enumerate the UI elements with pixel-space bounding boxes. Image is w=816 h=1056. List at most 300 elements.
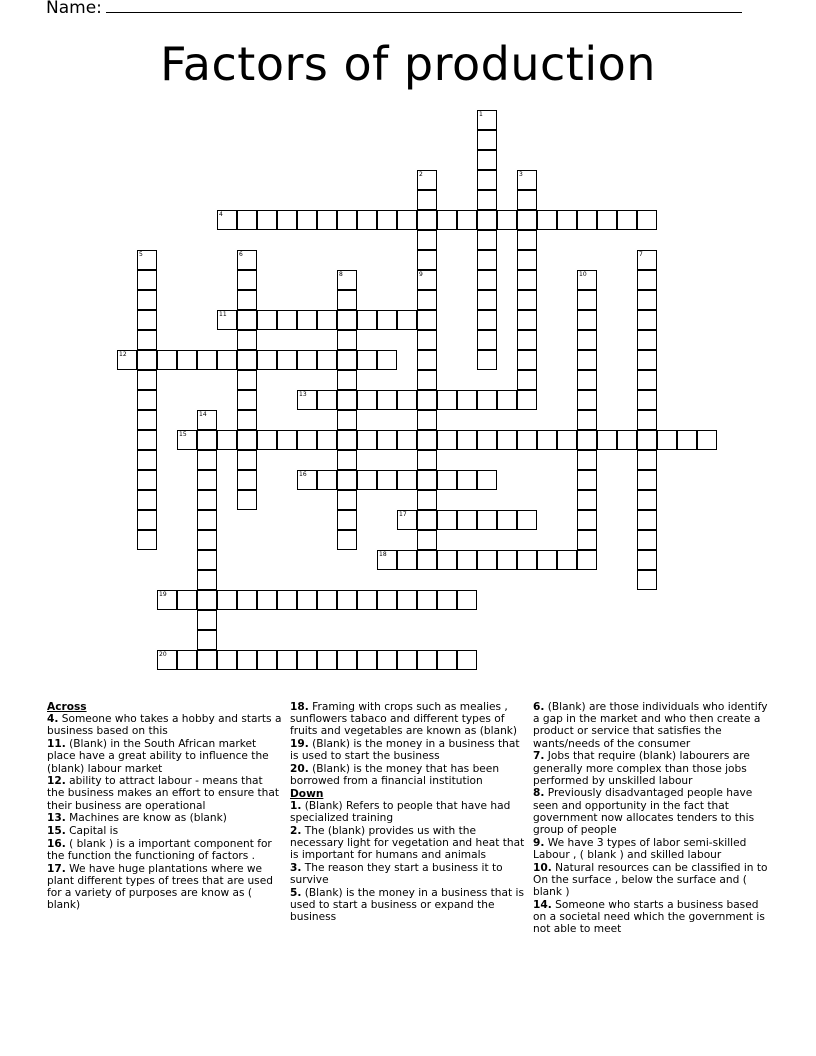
down-clue-9: 9. We have 3 types of labor semi-skilled Labour , ( blank ) and skilled labour: [533, 836, 747, 861]
grid-cell[interactable]: [237, 370, 257, 390]
cell-number: 3: [519, 171, 523, 178]
grid-cell[interactable]: [277, 310, 297, 330]
grid-cell[interactable]: [197, 350, 217, 370]
grid-cell[interactable]: [477, 430, 497, 450]
grid-cell[interactable]: [577, 350, 597, 370]
grid-cell[interactable]: [337, 410, 357, 430]
grid-cell[interactable]: [317, 350, 337, 370]
cell-number: 17: [399, 511, 407, 518]
grid-cell[interactable]: [377, 310, 397, 330]
cell-number: 4: [219, 211, 223, 218]
grid-cell[interactable]: [437, 210, 457, 230]
down-clue-2: 2. The (blank) provides us with the necessary light for vegetation and heat that is important for humans and animals: [290, 825, 525, 862]
grid-cell[interactable]: [457, 210, 477, 230]
cell-number: 16: [299, 471, 307, 478]
grid-cell[interactable]: [497, 210, 517, 230]
grid-cell[interactable]: [637, 210, 657, 230]
grid-cell[interactable]: [417, 510, 437, 530]
grid-cell[interactable]: [417, 250, 437, 270]
grid-cell[interactable]: [637, 470, 657, 490]
cell-number: 6: [239, 251, 243, 258]
grid-cell[interactable]: [417, 170, 437, 190]
down-clue-10: 10. Natural resources can be classified in to On the surface , below the surface and ( blank ): [533, 861, 768, 899]
grid-cell[interactable]: [277, 350, 297, 370]
cell-number: 13: [299, 391, 307, 398]
grid-cell[interactable]: [137, 350, 157, 370]
grid-cell[interactable]: [157, 650, 177, 670]
grid-cell[interactable]: [497, 510, 517, 530]
grid-cell[interactable]: [437, 430, 457, 450]
down-heading: Down: [290, 787, 324, 800]
grid-cell[interactable]: [217, 650, 237, 670]
grid-cell[interactable]: [297, 470, 317, 490]
grid-cell[interactable]: [417, 410, 437, 430]
across-clue-11: 11. (Blank) in the South African market place have a great ability to influence the (blank) labour market: [47, 738, 269, 775]
grid-cell[interactable]: [357, 470, 377, 490]
down-clue-5: 5. (Blank) is the money in a business that is used to start a business or expand the business: [290, 887, 524, 924]
grid-cell[interactable]: [377, 210, 397, 230]
grid-cell[interactable]: [217, 430, 237, 450]
grid-cell[interactable]: [317, 650, 337, 670]
grid-cell[interactable]: [417, 490, 437, 510]
grid-cell[interactable]: [237, 490, 257, 510]
cell-number: 19: [159, 591, 167, 598]
across-clue-17: 17. We have huge plantations where we plant different types of trees that are used for a variety of purposes are know as ( blank): [47, 862, 273, 912]
grid-cell[interactable]: [237, 250, 257, 270]
grid-cell[interactable]: [517, 310, 537, 330]
grid-cell[interactable]: [297, 350, 317, 370]
grid-cell[interactable]: [117, 350, 137, 370]
grid-cell[interactable]: [457, 550, 477, 570]
clues-column-2: [290, 701, 526, 924]
grid-cell[interactable]: [477, 550, 497, 570]
grid-cell[interactable]: [197, 650, 217, 670]
grid-cell[interactable]: [397, 390, 417, 410]
grid-cell[interactable]: [277, 210, 297, 230]
grid-cell[interactable]: [577, 550, 597, 570]
grid-cell[interactable]: [197, 430, 217, 450]
grid-cell[interactable]: [437, 590, 457, 610]
grid-cell[interactable]: [577, 310, 597, 330]
grid-cell[interactable]: [377, 650, 397, 670]
grid-cell[interactable]: [417, 190, 437, 210]
grid-cell[interactable]: [197, 470, 217, 490]
grid-cell[interactable]: [257, 350, 277, 370]
grid-cell[interactable]: [477, 270, 497, 290]
cell-number: 9: [419, 271, 423, 278]
grid-cell[interactable]: [437, 650, 457, 670]
grid-cell[interactable]: [357, 590, 377, 610]
grid-cell[interactable]: [297, 390, 317, 410]
grid-cell[interactable]: [337, 530, 357, 550]
grid-cell[interactable]: [297, 590, 317, 610]
grid-cell[interactable]: [477, 390, 497, 410]
grid-cell[interactable]: [297, 210, 317, 230]
grid-cell[interactable]: [237, 290, 257, 310]
grid-cell[interactable]: [417, 210, 437, 230]
grid-cell[interactable]: [237, 310, 257, 330]
grid-cell[interactable]: [617, 210, 637, 230]
across-heading: Across: [47, 701, 87, 713]
grid-cell[interactable]: [417, 290, 437, 310]
grid-cell[interactable]: [417, 350, 437, 370]
cell-number: 14: [199, 411, 207, 418]
grid-cell[interactable]: [337, 210, 357, 230]
grid-cell[interactable]: [377, 590, 397, 610]
grid-cell[interactable]: [577, 490, 597, 510]
grid-cell[interactable]: [577, 470, 597, 490]
cell-number: 8: [339, 271, 343, 278]
grid-cell[interactable]: [437, 550, 457, 570]
grid-cell[interactable]: [337, 370, 357, 390]
down-clue-3: 3. The reason they start a business it to survive: [290, 862, 503, 887]
grid-cell[interactable]: [577, 430, 597, 450]
cell-number: 11: [219, 311, 227, 318]
grid-cell[interactable]: [577, 330, 597, 350]
grid-cell[interactable]: [637, 510, 657, 530]
grid-cell[interactable]: [437, 470, 457, 490]
grid-cell[interactable]: [477, 110, 497, 130]
grid-cell[interactable]: [237, 330, 257, 350]
grid-cell[interactable]: [477, 210, 497, 230]
grid-cell[interactable]: [397, 510, 417, 530]
grid-cell[interactable]: [397, 550, 417, 570]
grid-cell[interactable]: [337, 450, 357, 470]
grid-cell[interactable]: [517, 390, 537, 410]
grid-cell[interactable]: [157, 590, 177, 610]
down-clue-7: 7. Jobs that require (blank) labourers are generally more complex than those jobs performed by unskilled labour: [533, 750, 750, 787]
grid-cell[interactable]: [197, 510, 217, 530]
grid-cell[interactable]: [357, 430, 377, 450]
grid-cell[interactable]: [177, 590, 197, 610]
grid-cell[interactable]: [137, 370, 157, 390]
cell-number: 20: [159, 651, 167, 658]
across-clue-16: 16. ( blank ) is a important component for the function the functioning of factors .: [47, 837, 272, 862]
grid-cell[interactable]: [377, 350, 397, 370]
down-clue-6: 6. (Blank) are those individuals who identify a gap in the market and who then create a product or service that satisfies the wants/needs of the consumer: [533, 701, 768, 750]
grid-cell[interactable]: [177, 650, 197, 670]
grid-cell[interactable]: [137, 470, 157, 490]
grid-cell[interactable]: [637, 490, 657, 510]
grid-cell[interactable]: [237, 390, 257, 410]
grid-cell[interactable]: [517, 270, 537, 290]
grid-cell[interactable]: [397, 650, 417, 670]
cell-number: 10: [579, 271, 587, 278]
grid-cell[interactable]: [457, 650, 477, 670]
grid-cell[interactable]: [477, 330, 497, 350]
across-clue-13: 13. Machines are know as (blank): [47, 812, 227, 825]
cell-number: 18: [379, 551, 387, 558]
grid-cell[interactable]: [417, 590, 437, 610]
grid-cell[interactable]: [197, 530, 217, 550]
grid-cell[interactable]: [337, 350, 357, 370]
grid-cell[interactable]: [137, 450, 157, 470]
grid-cell[interactable]: [637, 290, 657, 310]
across-clue-19: 19. (Blank) is the money in a business that is used to start the business: [290, 738, 520, 763]
grid-cell[interactable]: [417, 530, 437, 550]
grid-cell[interactable]: [137, 430, 157, 450]
grid-cell[interactable]: [277, 650, 297, 670]
grid-cell[interactable]: [517, 250, 537, 270]
grid-cell[interactable]: [397, 210, 417, 230]
grid-cell[interactable]: [517, 330, 537, 350]
grid-cell[interactable]: [377, 550, 397, 570]
grid-cell[interactable]: [197, 490, 217, 510]
grid-cell[interactable]: [477, 250, 497, 270]
grid-cell[interactable]: [517, 430, 537, 450]
grid-cell[interactable]: [357, 390, 377, 410]
grid-cell[interactable]: [477, 310, 497, 330]
grid-cell[interactable]: [477, 350, 497, 370]
grid-cell[interactable]: [517, 230, 537, 250]
grid-cell[interactable]: [197, 590, 217, 610]
grid-cell[interactable]: [237, 210, 257, 230]
grid-cell[interactable]: [477, 510, 497, 530]
grid-cell[interactable]: [437, 510, 457, 530]
grid-cell[interactable]: [237, 430, 257, 450]
grid-cell[interactable]: [637, 370, 657, 390]
grid-cell[interactable]: [417, 450, 437, 470]
down-clue-8: 8. Previously disadvantaged people have seen and opportunity in the fact that government now allocates tenders to this group of people: [533, 787, 755, 837]
grid-cell[interactable]: [477, 150, 497, 170]
grid-cell[interactable]: [637, 250, 657, 270]
grid-cell[interactable]: [137, 490, 157, 510]
grid-cell[interactable]: [577, 450, 597, 470]
grid-cell[interactable]: [337, 430, 357, 450]
grid-cell[interactable]: [137, 250, 157, 270]
across-clue-15: 15. Capital is: [47, 825, 119, 838]
grid-cell[interactable]: [497, 390, 517, 410]
grid-cell[interactable]: [417, 230, 437, 250]
grid-cell[interactable]: [397, 430, 417, 450]
grid-cell[interactable]: [517, 350, 537, 370]
grid-cell[interactable]: [497, 430, 517, 450]
grid-cell[interactable]: [397, 470, 417, 490]
grid-cell[interactable]: [257, 430, 277, 450]
grid-cell[interactable]: [337, 590, 357, 610]
grid-cell[interactable]: [417, 370, 437, 390]
grid-cell[interactable]: [257, 590, 277, 610]
grid-cell[interactable]: [357, 210, 377, 230]
grid-cell[interactable]: [457, 390, 477, 410]
grid-cell[interactable]: [337, 650, 357, 670]
grid-cell[interactable]: [537, 210, 557, 230]
grid-cell[interactable]: [537, 430, 557, 450]
grid-cell[interactable]: [477, 470, 497, 490]
grid-cell[interactable]: [137, 310, 157, 330]
grid-cell[interactable]: [357, 310, 377, 330]
grid-cell[interactable]: [337, 510, 357, 530]
grid-cell[interactable]: [417, 650, 437, 670]
grid-cell[interactable]: [557, 430, 577, 450]
grid-cell[interactable]: [417, 310, 437, 330]
grid-cell[interactable]: [317, 210, 337, 230]
grid-cell[interactable]: [437, 390, 457, 410]
grid-cell[interactable]: [197, 410, 217, 430]
grid-cell[interactable]: [597, 430, 617, 450]
name-label: Name:: [46, 0, 102, 18]
grid-cell[interactable]: [637, 430, 657, 450]
grid-cell[interactable]: [257, 310, 277, 330]
clues-column-1: [47, 701, 283, 912]
grid-cell[interactable]: [357, 650, 377, 670]
grid-cell[interactable]: [637, 270, 657, 290]
grid-cell[interactable]: [357, 350, 377, 370]
cell-number: 5: [139, 251, 143, 258]
grid-cell[interactable]: [137, 530, 157, 550]
grid-cell[interactable]: [137, 510, 157, 530]
grid-cell[interactable]: [337, 490, 357, 510]
grid-cell[interactable]: [477, 190, 497, 210]
grid-cell[interactable]: [557, 550, 577, 570]
down-clue-14: 14. Someone who starts a business based on a societal need which the government is not able to meet: [533, 898, 765, 936]
grid-cell[interactable]: [257, 210, 277, 230]
grid-cell[interactable]: [577, 530, 597, 550]
grid-cell[interactable]: [337, 390, 357, 410]
across-clue-4: 4. Someone who takes a hobby and starts a business based on this: [47, 713, 282, 738]
grid-cell[interactable]: [477, 130, 497, 150]
grid-cell[interactable]: [577, 370, 597, 390]
grid-cell[interactable]: [597, 210, 617, 230]
grid-cell[interactable]: [217, 210, 237, 230]
across-clue-20: 20. (Blank) is the money that has been borrowed from a financial institution: [290, 763, 500, 788]
grid-cell[interactable]: [237, 270, 257, 290]
grid-cell[interactable]: [537, 550, 557, 570]
grid-cell[interactable]: [377, 470, 397, 490]
grid-cell[interactable]: [557, 210, 577, 230]
grid-cell[interactable]: [237, 590, 257, 610]
grid-cell[interactable]: [377, 430, 397, 450]
grid-cell[interactable]: [297, 430, 317, 450]
grid-cell[interactable]: [157, 350, 177, 370]
grid-cell[interactable]: [237, 350, 257, 370]
grid-cell[interactable]: [217, 350, 237, 370]
grid-cell[interactable]: [617, 430, 637, 450]
grid-cell[interactable]: [637, 550, 657, 570]
cell-number: 15: [179, 431, 187, 438]
grid-cell[interactable]: [337, 290, 357, 310]
across-clue-18: 18. Framing with crops such as mealies , sunflowers tabaco and different types of fruits and vegetables are known as (blank): [290, 701, 518, 738]
grid-cell[interactable]: [477, 230, 497, 250]
grid-cell[interactable]: [637, 450, 657, 470]
page-title: Factors of production: [160, 37, 656, 91]
across-clue-12: 12. ability to attract labour - means that the business makes an effort to ensure that their business are operational: [47, 775, 280, 812]
grid-cell[interactable]: [517, 170, 537, 190]
grid-cell[interactable]: [137, 270, 157, 290]
grid-cell[interactable]: [317, 470, 337, 490]
grid-cell[interactable]: [517, 210, 537, 230]
grid-cell[interactable]: [297, 310, 317, 330]
grid-cell[interactable]: [577, 390, 597, 410]
grid-cell[interactable]: [577, 290, 597, 310]
grid-cell[interactable]: [417, 470, 437, 490]
grid-cell[interactable]: [137, 330, 157, 350]
cell-number: 1: [479, 111, 483, 118]
grid-cell[interactable]: [417, 430, 437, 450]
grid-cell[interactable]: [177, 430, 197, 450]
grid-cell[interactable]: [577, 210, 597, 230]
grid-cell[interactable]: [517, 190, 537, 210]
grid-cell[interactable]: [237, 470, 257, 490]
grid-cell[interactable]: [337, 330, 357, 350]
grid-cell[interactable]: [197, 450, 217, 470]
grid-cell[interactable]: [637, 310, 657, 330]
grid-cell[interactable]: [337, 310, 357, 330]
grid-cell[interactable]: [137, 290, 157, 310]
grid-cell[interactable]: [417, 330, 437, 350]
grid-cell[interactable]: [377, 390, 397, 410]
grid-cell[interactable]: [517, 370, 537, 390]
down-clue-1: 1. (Blank) Refers to people that have had specialized training: [290, 800, 511, 825]
grid-cell[interactable]: [237, 650, 257, 670]
grid-cell[interactable]: [697, 430, 717, 450]
grid-cell[interactable]: [317, 310, 337, 330]
grid-cell[interactable]: [217, 310, 237, 330]
grid-cell[interactable]: [337, 270, 357, 290]
grid-cell[interactable]: [577, 510, 597, 530]
grid-cell[interactable]: [137, 390, 157, 410]
grid-cell[interactable]: [337, 470, 357, 490]
grid-cell[interactable]: [197, 610, 217, 630]
grid-cell[interactable]: [237, 450, 257, 470]
grid-cell[interactable]: [657, 430, 677, 450]
grid-cell[interactable]: [637, 330, 657, 350]
grid-cell[interactable]: [457, 430, 477, 450]
grid-cell[interactable]: [457, 510, 477, 530]
grid-cell[interactable]: [517, 510, 537, 530]
clues-column-3: [533, 701, 769, 936]
grid-cell[interactable]: [197, 550, 217, 570]
grid-cell[interactable]: [457, 470, 477, 490]
grid-cell[interactable]: [417, 390, 437, 410]
grid-cell[interactable]: [417, 550, 437, 570]
grid-cell[interactable]: [397, 590, 417, 610]
grid-cell[interactable]: [677, 430, 697, 450]
grid-cell[interactable]: [417, 270, 437, 290]
grid-cell[interactable]: [317, 590, 337, 610]
cell-number: 12: [119, 351, 127, 358]
cell-number: 2: [419, 171, 423, 178]
grid-cell[interactable]: [297, 650, 317, 670]
grid-cell[interactable]: [577, 270, 597, 290]
grid-cell[interactable]: [277, 430, 297, 450]
grid-cell[interactable]: [637, 530, 657, 550]
grid-cell[interactable]: [197, 630, 217, 650]
grid-cell[interactable]: [137, 410, 157, 430]
grid-cell[interactable]: [177, 350, 197, 370]
grid-cell[interactable]: [517, 550, 537, 570]
grid-cell[interactable]: [577, 410, 597, 430]
grid-cell[interactable]: [497, 550, 517, 570]
grid-cell[interactable]: [517, 290, 537, 310]
grid-cell[interactable]: [637, 570, 657, 590]
grid-cell[interactable]: [257, 650, 277, 670]
grid-cell[interactable]: [317, 390, 337, 410]
grid-cell[interactable]: [317, 430, 337, 450]
grid-cell[interactable]: [637, 350, 657, 370]
cell-number: 7: [639, 251, 643, 258]
grid-cell[interactable]: [457, 590, 477, 610]
grid-cell[interactable]: [637, 390, 657, 410]
grid-cell[interactable]: [277, 590, 297, 610]
grid-cell[interactable]: [477, 290, 497, 310]
grid-cell[interactable]: [477, 170, 497, 190]
grid-cell[interactable]: [237, 410, 257, 430]
grid-cell[interactable]: [197, 570, 217, 590]
grid-cell[interactable]: [397, 310, 417, 330]
grid-cell[interactable]: [217, 590, 237, 610]
grid-cell[interactable]: [637, 410, 657, 430]
